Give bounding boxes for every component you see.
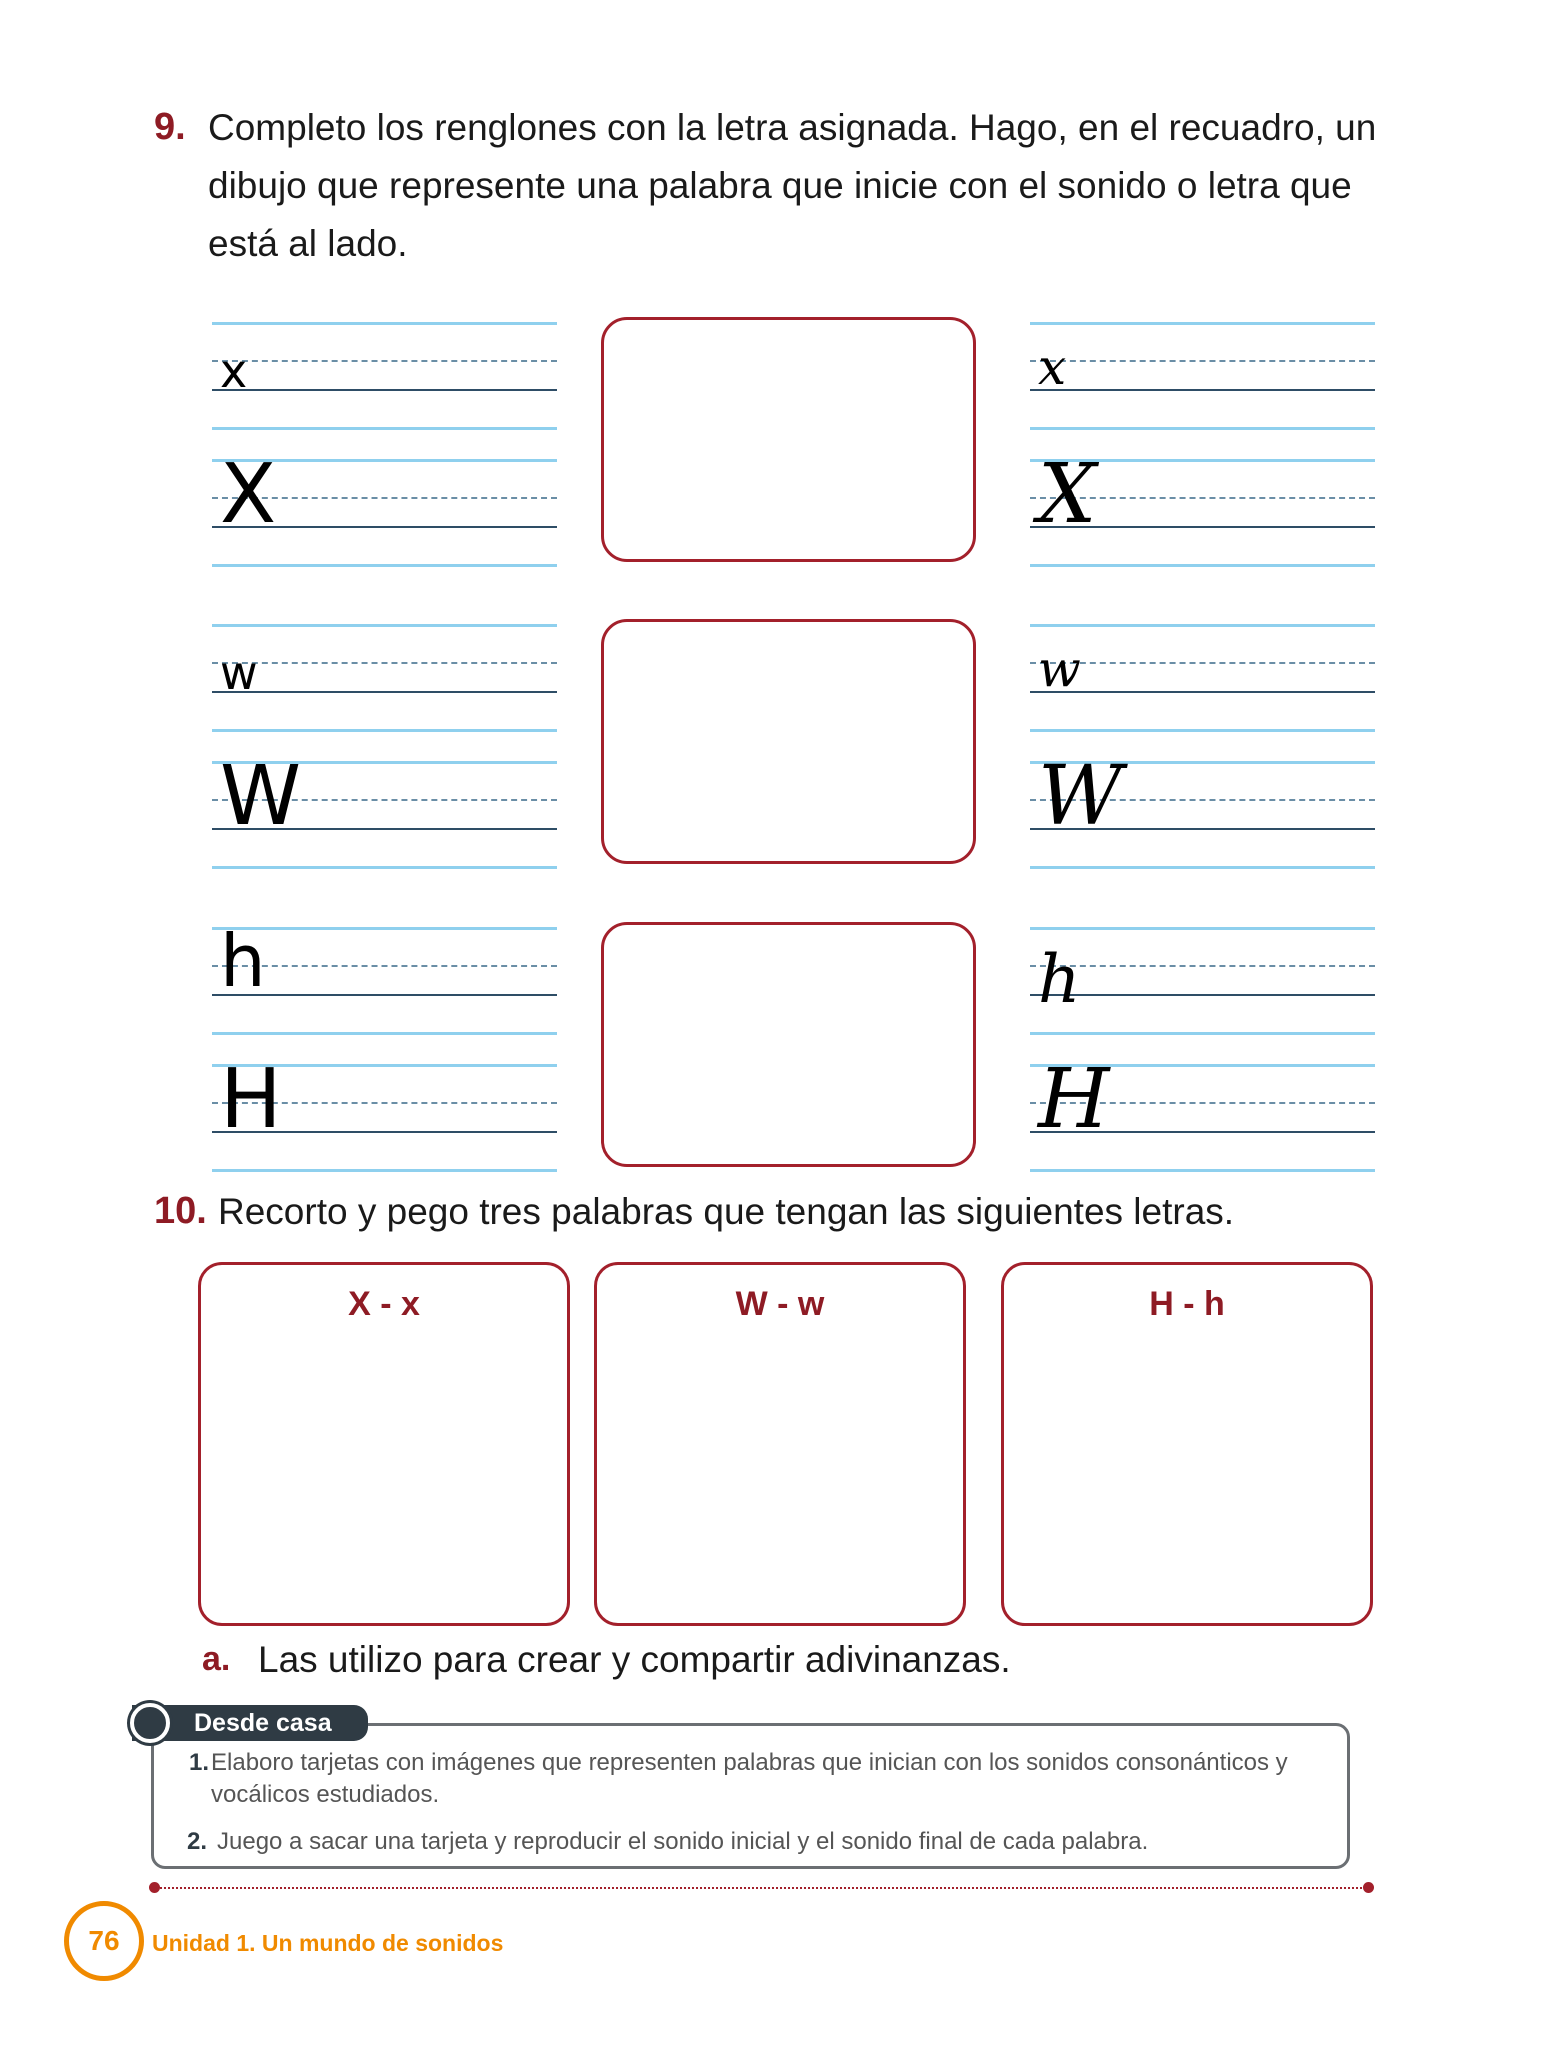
item-text: Elaboro tarjetas con imágenes que representen palabras que inician con los sonidos consonánticos y vocálicos estudiados. xyxy=(211,1749,1288,1808)
paste-box-label: X - x xyxy=(348,1285,420,1323)
paste-box-x[interactable] xyxy=(198,1262,570,1626)
paste-box-h[interactable] xyxy=(1001,1262,1373,1626)
cursive-uppercase-letter: X xyxy=(1038,447,1097,542)
drawing-box-w[interactable] xyxy=(601,619,976,864)
desde-casa-item-2 xyxy=(187,1826,1327,1858)
cursive-lowercase-letter: x xyxy=(1038,338,1067,396)
cursive-lowercase-letter: w xyxy=(1038,640,1081,698)
item-text: Juego a sacar una tarjeta y reproducir el sonido inicial y el sonido final de cada palabra. xyxy=(217,1828,1149,1855)
paste-box-w[interactable] xyxy=(594,1262,966,1626)
question-10-text: Recorto y pego tres palabras que tengan las siguientes letras. xyxy=(218,1191,1235,1232)
guide-line xyxy=(212,624,557,627)
dotted-divider xyxy=(156,1887,1366,1889)
guide-line xyxy=(212,427,557,430)
guide-line xyxy=(1030,866,1375,869)
cursive-uppercase-letter: W xyxy=(1038,749,1123,844)
paste-box-label: W - w xyxy=(735,1285,825,1323)
cursive-uppercase-letter: H xyxy=(1038,1052,1110,1147)
guide-line xyxy=(212,662,557,664)
tracing-lines-h-cursive[interactable] xyxy=(1030,927,1375,1172)
print-lowercase-letter: h xyxy=(220,919,266,1003)
circle-bullet-icon xyxy=(130,1703,170,1743)
drawing-box-h[interactable] xyxy=(601,922,976,1167)
print-uppercase-letter: W xyxy=(220,749,302,844)
print-lowercase-letter: x xyxy=(220,344,248,398)
guide-line xyxy=(1030,1169,1375,1172)
item-number: 1. xyxy=(189,1749,210,1776)
guide-line xyxy=(1030,965,1375,967)
paste-box-label: H - h xyxy=(1149,1285,1225,1323)
print-uppercase-letter: H xyxy=(220,1052,282,1147)
cursive-lowercase-letter: h xyxy=(1038,941,1081,1018)
guide-line xyxy=(212,729,557,732)
tracing-lines-x-print[interactable] xyxy=(212,322,557,567)
divider-dot xyxy=(149,1882,160,1893)
guide-line xyxy=(1030,927,1375,930)
unit-title: Unidad 1. Un mundo de sonidos xyxy=(152,1930,504,1956)
guide-line xyxy=(1030,994,1375,996)
guide-line xyxy=(212,564,557,567)
guide-line xyxy=(1030,729,1375,732)
print-uppercase-letter: X xyxy=(220,447,277,542)
guide-line xyxy=(212,1032,557,1035)
tracing-lines-w-print[interactable] xyxy=(212,624,557,869)
question-10-number: 10. xyxy=(154,1190,207,1232)
guide-line xyxy=(212,322,557,325)
tracing-lines-w-cursive[interactable] xyxy=(1030,624,1375,869)
guide-line xyxy=(212,1169,557,1172)
question-9-text: Completo los renglones con la letra asignada. Hago, en el recuadro, un dibujo que represente una palabra que inicie con el sonido o letra que está al lado. xyxy=(208,107,1377,264)
sub-question-text: Las utilizo para crear y compartir adivinanzas. xyxy=(258,1639,1011,1680)
guide-line xyxy=(212,866,557,869)
guide-line xyxy=(212,360,557,362)
guide-line xyxy=(1030,427,1375,430)
guide-line xyxy=(1030,389,1375,391)
guide-line xyxy=(1030,662,1375,664)
tracing-lines-h-print[interactable] xyxy=(212,919,557,1172)
desde-casa-item-1 xyxy=(189,1747,1309,1811)
page-number: 76 xyxy=(64,1901,144,1981)
tracing-lines-x-cursive[interactable] xyxy=(1030,322,1375,567)
guide-line xyxy=(1030,691,1375,693)
guide-line xyxy=(212,389,557,391)
guide-line xyxy=(1030,322,1375,325)
guide-line xyxy=(1030,1032,1375,1035)
sub-question-letter: a. xyxy=(202,1640,231,1678)
desde-casa-title: Desde casa xyxy=(194,1709,332,1737)
print-lowercase-letter: w xyxy=(220,646,258,700)
divider-dot xyxy=(1363,1882,1374,1893)
drawing-box-x[interactable] xyxy=(601,317,976,562)
question-9-number: 9. xyxy=(154,106,186,148)
guide-line xyxy=(1030,360,1375,362)
guide-line xyxy=(1030,624,1375,627)
item-number: 2. xyxy=(187,1828,208,1855)
guide-line xyxy=(1030,564,1375,567)
guide-line xyxy=(212,691,557,693)
